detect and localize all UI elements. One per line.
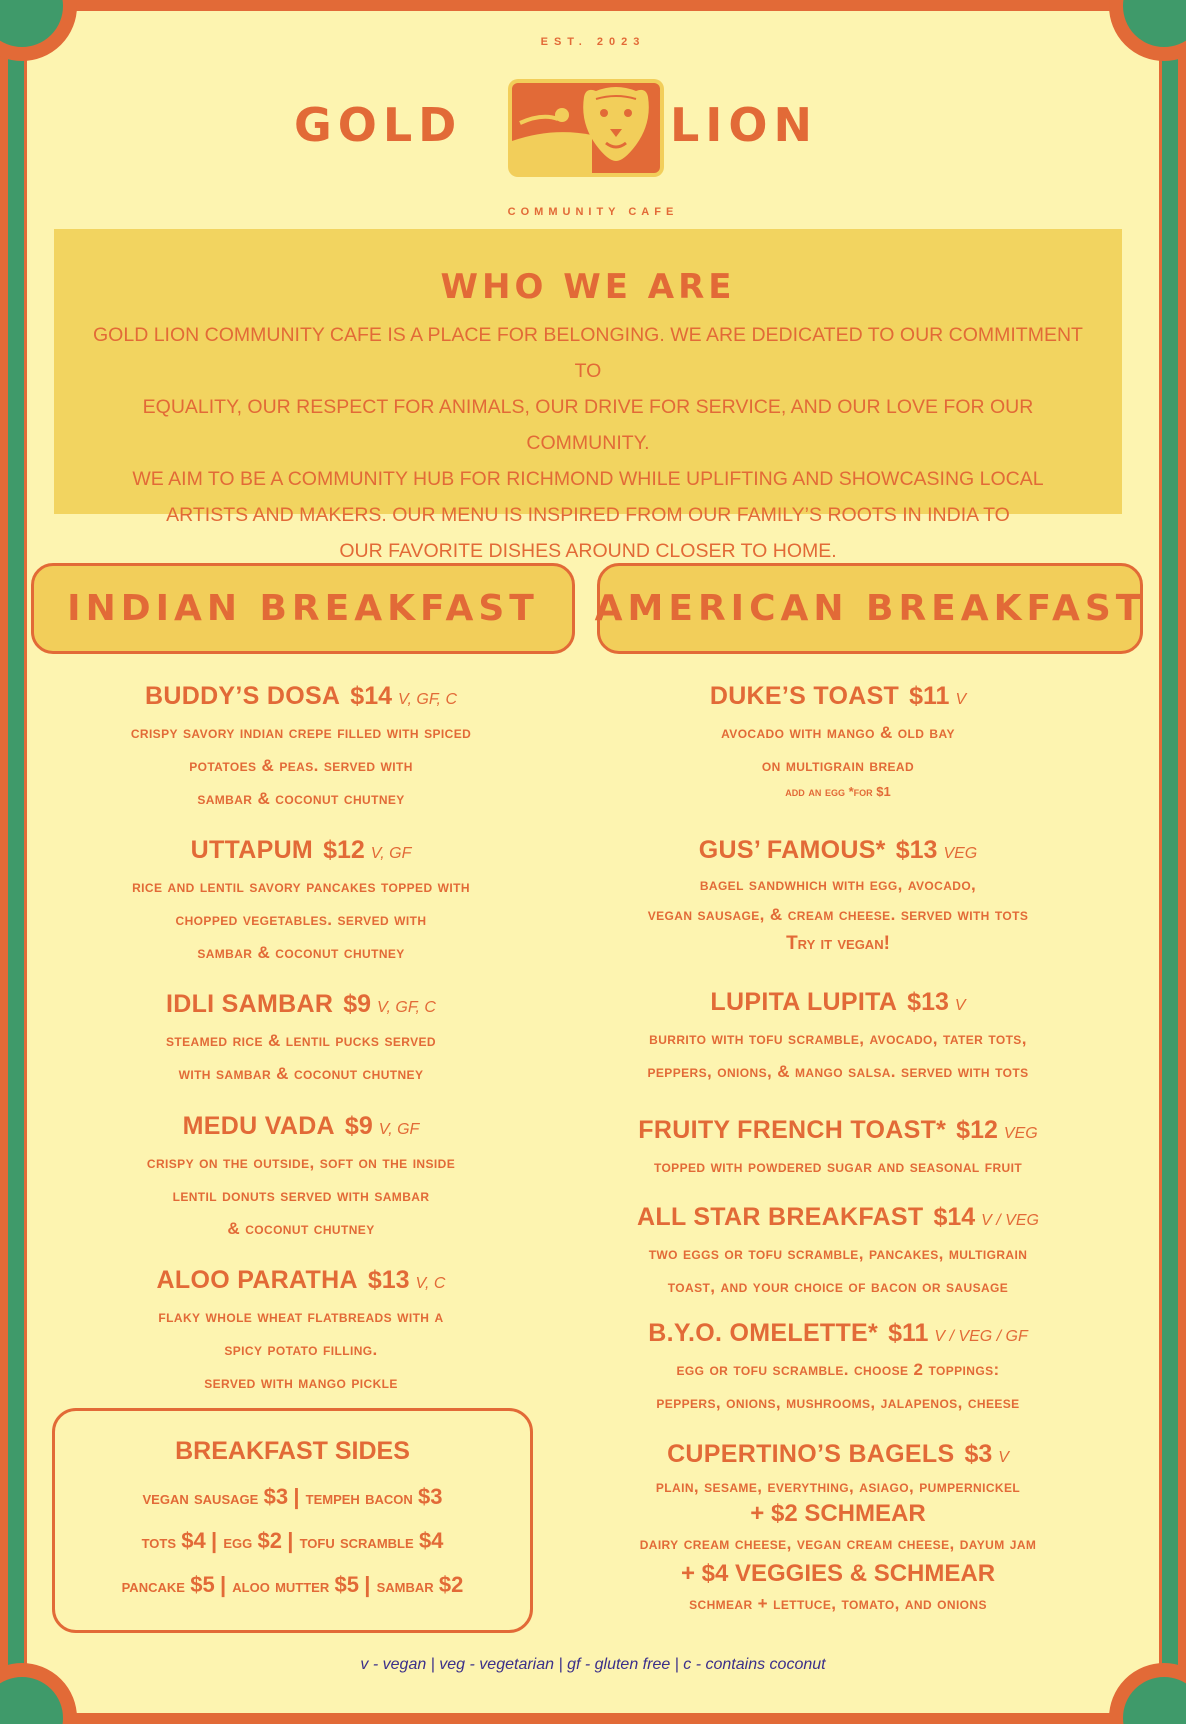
item-price: $3 xyxy=(964,1440,993,1468)
item-name: B.Y.O. OMELETTE* xyxy=(648,1319,879,1347)
item-desc: burrito with tofu scramble, avocado, tater tots, xyxy=(649,1029,1027,1048)
item-desc: on multigrain bread xyxy=(761,756,915,775)
item-price: $12 xyxy=(956,1116,998,1144)
menu-item xyxy=(66,988,536,1090)
side-name: pancake xyxy=(121,1576,185,1597)
item-name: CUPERTINO’S BAGELS xyxy=(667,1440,955,1468)
item-tags: V xyxy=(954,997,966,1014)
item-tags: VEG xyxy=(943,845,978,862)
item-desc: bagel sandwhich with egg, avocado, xyxy=(699,875,977,894)
item-tags: V, GF xyxy=(378,1121,420,1138)
side-price: $5 xyxy=(190,1572,215,1597)
item-desc: with sambar & coconut chutney xyxy=(178,1064,424,1083)
tagline: COMMUNITY CAFE xyxy=(507,206,679,218)
sides-line: tots $4 | egg $2 | tofu scramble $4 xyxy=(141,1528,444,1553)
add-on-heading: + $2 SCHMEAR xyxy=(750,1500,926,1527)
indian-breakfast-title: INDIAN BREAKFAST xyxy=(67,588,539,629)
item-name: LUPITA LUPITA xyxy=(710,988,898,1016)
side-price: $3 xyxy=(263,1484,289,1509)
item-desc: sambar & coconut chutney xyxy=(197,943,405,962)
item-desc: avocado with mango & old bay xyxy=(721,723,955,742)
item-desc: peppers, onions, mushrooms, jalapenos, cheese xyxy=(656,1393,1020,1412)
item-name: ALL STAR BREAKFAST xyxy=(637,1203,924,1231)
item-tags: V, C xyxy=(415,1275,446,1292)
item-price: $9 xyxy=(344,1112,373,1140)
item-desc: rice and lentil savory pancakes topped with xyxy=(132,877,470,896)
item-desc: steamed rice & lentil pucks served xyxy=(166,1031,436,1050)
side-name: egg xyxy=(223,1532,253,1553)
item-tags: V, GF, C xyxy=(398,691,457,708)
side-name: tempeh bacon xyxy=(305,1488,413,1509)
item-price: $12 xyxy=(323,836,365,864)
sides-line: pancake $5 | aloo mutter $5 | sambar $2 xyxy=(121,1572,464,1597)
side-price: $4 xyxy=(418,1528,444,1553)
item-desc: schmear + lettuce, tomato, and onions xyxy=(689,1594,987,1613)
item-price: $13 xyxy=(907,988,949,1016)
side-name: tots xyxy=(141,1532,176,1553)
american-breakfast-title: AMERICAN BREAKFAST xyxy=(594,588,1146,629)
item-desc: two eggs or tofu scramble, pancakes, multigrain xyxy=(648,1244,1028,1263)
side-price: $2 xyxy=(257,1528,282,1553)
side-name: sambar xyxy=(376,1576,434,1597)
item-desc: egg or tofu scramble. choose 2 toppings: xyxy=(676,1360,1000,1379)
item-name: FRUITY FRENCH TOAST* xyxy=(638,1116,947,1144)
who-line: OUR FAVORITE DISHES AROUND CLOSER TO HOME. xyxy=(339,540,837,562)
side-price: $4 xyxy=(181,1528,206,1553)
item-price: $13 xyxy=(895,836,938,864)
item-desc: lentil donuts served with sambar xyxy=(172,1186,430,1205)
item-name: DUKE’S TOAST xyxy=(709,682,900,710)
item-price: $14 xyxy=(350,682,393,710)
item-desc: peppers, onions, & mango salsa. served with tots xyxy=(647,1062,1029,1081)
breakfast-sides-box xyxy=(52,1408,533,1633)
item-price: $11 xyxy=(888,1319,929,1347)
item-tags: V / VEG / GF xyxy=(934,1328,1028,1345)
item-price: $13 xyxy=(367,1266,410,1294)
add-on-heading: + $4 VEGGIES & SCHMEAR xyxy=(680,1560,996,1587)
item-price: $14 xyxy=(933,1203,976,1231)
menu-item xyxy=(584,1114,1092,1183)
sides-line: vegan sausage $3 | tempeh bacon $3 xyxy=(142,1484,443,1509)
side-name: aloo mutter xyxy=(232,1576,330,1597)
menu-item xyxy=(66,1264,536,1399)
item-desc: sambar & coconut chutney xyxy=(197,789,405,808)
item-price: $9 xyxy=(343,990,371,1018)
who-we-are-title: WHO WE ARE xyxy=(440,267,736,307)
side-price: $2 xyxy=(438,1572,464,1597)
item-desc: crispy savory indian crepe filled with spiced xyxy=(130,723,472,742)
item-price: $11 xyxy=(909,682,950,710)
side-name: vegan sausage xyxy=(142,1488,259,1509)
item-name: UTTAPUM xyxy=(190,836,314,864)
item-tags: V xyxy=(955,691,967,708)
item-desc: plain, sesame, everything, asiago, pumpernickel xyxy=(655,1477,1021,1496)
item-tags: V / VEG xyxy=(981,1212,1039,1229)
sides-title: BREAKFAST SIDES xyxy=(175,1437,410,1465)
item-desc: topped with powdered sugar and seasonal fruit xyxy=(653,1157,1023,1176)
established-year: EST. 2023 xyxy=(540,36,646,48)
menu-item xyxy=(66,1110,536,1245)
side-name: tofu scramble xyxy=(299,1532,414,1553)
item-name: ALOO PARATHA xyxy=(156,1266,358,1294)
menu-item xyxy=(584,834,1092,958)
menu-item xyxy=(584,986,1092,1088)
side-price: $5 xyxy=(334,1572,360,1597)
item-note: add an egg *for $1 xyxy=(785,784,891,799)
item-tags: V xyxy=(998,1449,1009,1466)
item-desc: spicy potato filling. xyxy=(224,1340,378,1359)
brand-name-left: GOLD xyxy=(294,98,463,152)
item-tags: VEG xyxy=(1003,1125,1038,1142)
menu-item xyxy=(584,680,1092,802)
dietary-legend: v - vegan | veg - vegetarian | gf - gluten free | c - contains coconut xyxy=(360,1656,826,1673)
item-desc: potatoes & peas. served with xyxy=(189,756,413,775)
item-desc: & coconut chutney xyxy=(227,1219,375,1238)
menu-item xyxy=(584,1201,1092,1303)
menu-item xyxy=(584,1317,1092,1419)
item-note: Try it vegan! xyxy=(786,933,890,954)
item-desc: crispy on the outside, soft on the inside xyxy=(146,1153,456,1172)
menu-item xyxy=(584,1438,1092,1620)
american-menu-column xyxy=(584,0,1092,1724)
item-tags: V, GF xyxy=(370,845,412,862)
menu-item xyxy=(66,834,536,969)
item-name: BUDDY’S DOSA xyxy=(145,682,341,710)
item-name: GUS’ FAMOUS* xyxy=(698,836,886,864)
item-name: MEDU VADA xyxy=(182,1112,335,1140)
who-line: EQUALITY, OUR RESPECT FOR ANIMALS, OUR DRIVE FOR SERVICE, AND OUR LOVE FOR OUR COMMUNITY. xyxy=(142,396,1034,454)
item-desc: toast, and your choice of bacon or sausage xyxy=(667,1277,1009,1296)
who-line: WE AIM TO BE A COMMUNITY HUB FOR RICHMOND WHILE UPLIFTING AND SHOWCASING LOCAL xyxy=(132,468,1044,490)
corner-ornament xyxy=(1109,0,1186,61)
item-desc: flaky whole wheat flatbreads with a xyxy=(158,1307,444,1326)
item-desc: dairy cream cheese, vegan cream cheese, dayum jam xyxy=(639,1534,1037,1553)
who-line: ARTISTS AND MAKERS. OUR MENU IS INSPIRED FROM OUR FAMILY’S ROOTS IN INDIA TO xyxy=(166,504,1010,526)
item-tags: V, GF, C xyxy=(377,999,436,1016)
menu-item xyxy=(66,680,536,815)
item-desc: chopped vegetables. served with xyxy=(175,910,427,929)
item-desc: vegan sausage, & cream cheese. served with tots xyxy=(647,905,1029,924)
brand-name-right: LION xyxy=(670,98,819,152)
item-name: IDLI SAMBAR xyxy=(166,990,334,1018)
item-desc: served with mango pickle xyxy=(204,1373,398,1392)
side-price: $3 xyxy=(418,1484,443,1509)
who-line: GOLD LION COMMUNITY CAFE IS A PLACE FOR BELONGING. WE ARE DEDICATED TO OUR COMMITMENT TO xyxy=(93,324,1083,382)
